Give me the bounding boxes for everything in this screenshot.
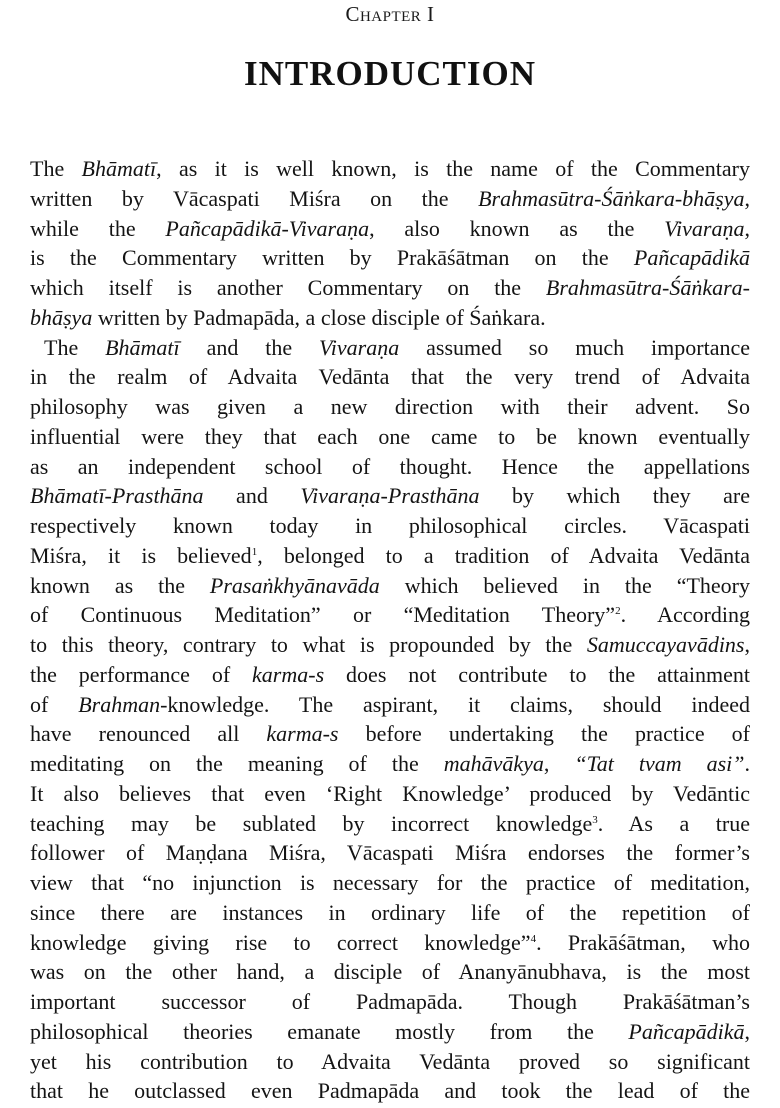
chapter-title: INTRODUCTION [243, 54, 537, 93]
italic-term: mahāvākya [443, 751, 544, 776]
text-run: The [30, 156, 82, 181]
text-run: since there are instances in ordinary life of the repetition of [30, 899, 750, 925]
text-run: known as the [30, 572, 210, 598]
text-line [30, 481, 750, 511]
text-run: , [543, 751, 575, 776]
text-run: . Prakāśātman, who [536, 929, 751, 955]
text-run: teaching may be sublated by incorrect knowledge [30, 810, 593, 836]
footnote-marker: 2 [615, 605, 621, 618]
text-run: Miśra, it is believed [30, 542, 252, 568]
text-line [30, 630, 750, 660]
text-line [30, 571, 750, 601]
text-line [30, 809, 750, 839]
body-text [30, 154, 750, 1106]
italic-term: Samuccayavādins [586, 632, 745, 657]
text-line [30, 303, 750, 333]
text-run: is the Commentary written by Prakāśātman on the [30, 245, 634, 271]
text-line [30, 957, 750, 987]
chapter-label: Chapter I [345, 2, 435, 26]
text-line [30, 154, 750, 184]
text-run: before undertaking the practice of [338, 721, 750, 747]
text-run: as an independent school of thought. Hence the appellations [30, 453, 750, 479]
text-run: . According [620, 602, 750, 628]
italic-term: Pañcapādikā [633, 245, 750, 271]
text-run: follower of Maṇḍana Miśra, Vācaspati Miśra endorses the former’s [30, 840, 750, 866]
text-run: to this theory, contrary to what is propounded by the [30, 632, 587, 657]
text-run: assumed so much importance [399, 334, 750, 360]
italic-term: Bhāmatī [81, 156, 157, 181]
text-run: which believed in the “Theory [379, 572, 750, 598]
text-line [30, 422, 750, 452]
text-line [30, 660, 750, 690]
text-run: by which they are [479, 483, 751, 509]
text-run: have renounced all [30, 721, 267, 747]
italic-term: Vivaraṇa-Prasthāna [300, 483, 480, 509]
text-run: while the [30, 215, 166, 241]
text-run: written by Padmapāda, a close disciple of Śaṅkara. [92, 304, 546, 330]
text-line [30, 868, 750, 898]
text-run: of Continuous Meditation” or “Meditation Theory” [30, 602, 616, 628]
text-run: , also known as the [369, 215, 665, 241]
text-line [30, 243, 750, 273]
italic-term: Brahmasūtra-Śāṅkara-bhāṣya [478, 185, 745, 211]
text-run: meditating on the meaning of the [30, 751, 444, 776]
text-run: philosophy was given a new direction with their advent. So [30, 394, 750, 419]
text-line [30, 898, 750, 928]
text-run: , belonged to a tradition of Advaita Vedānta [257, 542, 750, 568]
text-line [30, 779, 750, 809]
italic-term: Pañcapādikā [628, 1018, 745, 1044]
text-run: important successor of Padmapāda. Though Prakāśātman’s [30, 989, 750, 1014]
text-run: influential were they that each one came to be known eventually [30, 423, 750, 449]
text-line [30, 362, 750, 392]
text-run: and the [179, 334, 319, 360]
text-line [30, 690, 750, 720]
text-line [30, 214, 750, 244]
text-run: The [44, 334, 106, 360]
text-run: was on the other hand, a disciple of Ananyānubhava, is the most [30, 959, 750, 985]
text-line [30, 1017, 750, 1047]
italic-term: Bhāmatī [105, 334, 180, 360]
italic-term: karma-s [266, 721, 339, 747]
text-line [30, 511, 750, 541]
italic-term: “Tat tvam asi” [574, 751, 745, 776]
italic-term: Vivaraṇa [319, 334, 400, 360]
text-run: , as it is well known, is the name of the Commentary [156, 156, 750, 181]
text-run: that he outclassed even Padmapāda and took the lead of the [30, 1078, 750, 1104]
text-line [30, 452, 750, 482]
text-run: , [744, 1018, 750, 1044]
text-run: the performance of [30, 661, 253, 687]
text-run: and [203, 483, 301, 509]
text-run: respectively known today in philosophical circles. Vācaspati [30, 513, 750, 538]
italic-term: Bhāmatī-Prasthāna [30, 483, 204, 509]
text-run: -knowledge. The aspirant, it claims, should indeed [160, 691, 750, 717]
footnote-marker: 4 [530, 932, 537, 945]
text-run: , [744, 632, 750, 657]
text-line [30, 719, 750, 749]
italic-term: bhāṣya [30, 304, 93, 330]
footnote-marker: 3 [592, 813, 598, 826]
text-line [30, 333, 750, 363]
text-run: in the realm of Advaita Vedānta that the very trend of Advaita [30, 364, 750, 390]
text-line [30, 749, 750, 779]
text-run: philosophical theories emanate mostly from the [30, 1018, 629, 1044]
italic-term: Brahmasūtra-Śāṅkara- [545, 275, 750, 300]
italic-term: Vivaraṇa [664, 215, 745, 241]
italic-term: Brahman [78, 691, 161, 717]
text-run: . As a true [597, 810, 750, 836]
text-line [30, 1076, 750, 1106]
text-run: yet his contribution to Advaita Vedānta proved so significant [30, 1048, 750, 1074]
text-run: knowledge giving rise to correct knowledge” [30, 929, 531, 955]
text-line [30, 987, 750, 1017]
text-run: does not contribute to the attainment [324, 661, 750, 687]
text-run: , [744, 185, 750, 211]
text-line [30, 928, 750, 958]
text-run: of [30, 691, 79, 717]
italic-term: karma-s [252, 661, 325, 687]
italic-term: Pañcapādikā-Vivaraṇa [165, 215, 370, 241]
text-run: , [744, 215, 750, 241]
text-line [30, 600, 750, 630]
text-line [30, 1047, 750, 1077]
text-run: It also believes that even ‘Right Knowledge’ produced by Vedāntic [30, 780, 750, 806]
text-line [30, 541, 750, 571]
text-run: which itself is another Commentary on the [30, 275, 546, 300]
text-run: written by Vācaspati Miśra on the [30, 185, 479, 211]
italic-term: Prasaṅkhyānavāda [209, 572, 380, 598]
text-run: view that “no injunction is necessary for the practice of meditation, [30, 870, 750, 895]
text-line [30, 838, 750, 868]
text-line [30, 273, 750, 303]
footnote-marker: 1 [251, 545, 258, 558]
text-run: . [744, 751, 750, 776]
text-line [30, 184, 750, 214]
text-line [30, 392, 750, 422]
